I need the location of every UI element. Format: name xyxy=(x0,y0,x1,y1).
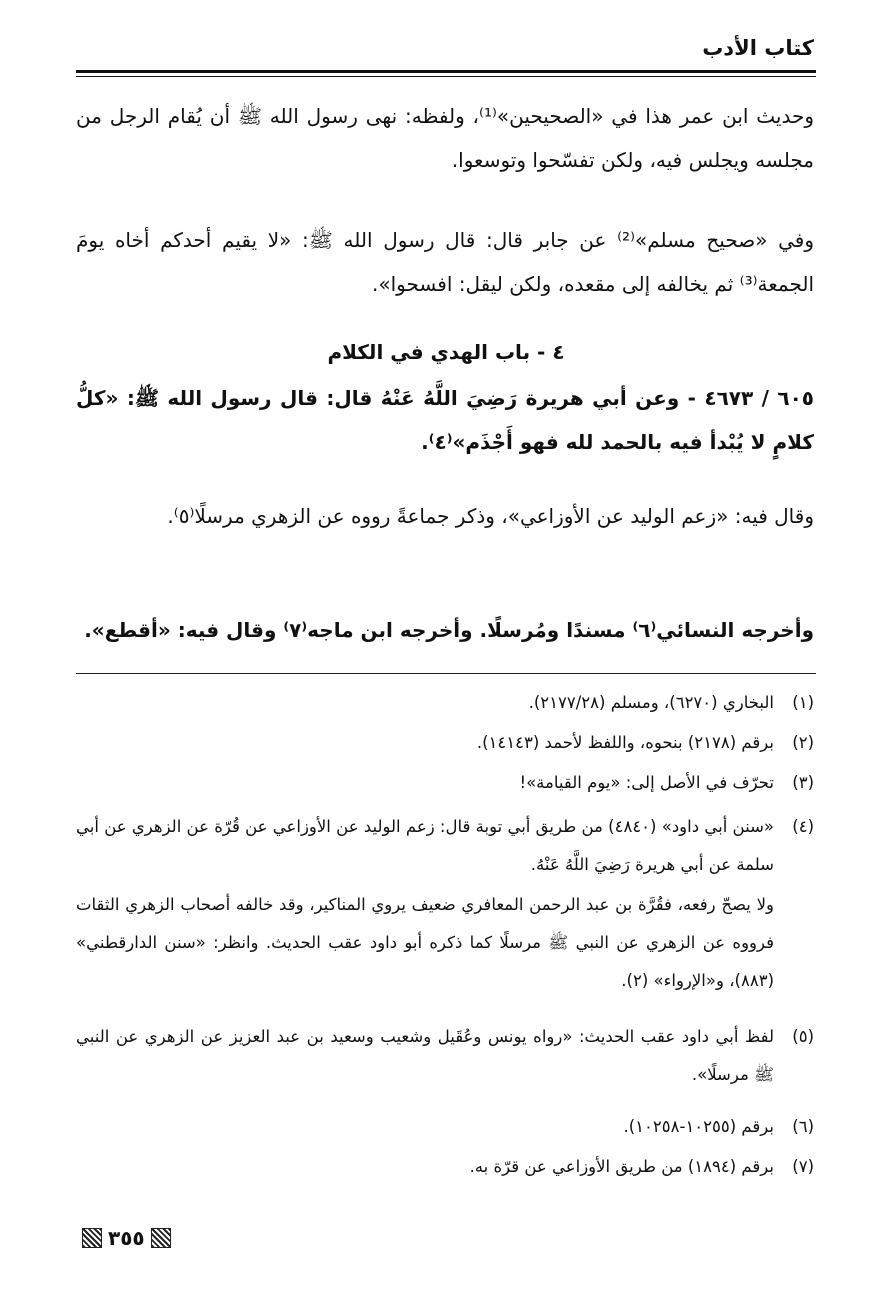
ornament-icon xyxy=(151,1228,171,1248)
footnote-5 xyxy=(76,1018,814,1094)
footnote-6 xyxy=(76,1108,814,1146)
footnote-4 xyxy=(76,808,814,884)
footnote-text: «سنن أبي داود» (٤٨٤٠) من طريق أبي توبة قال: زعم الوليد عن الأوزاعي عن قُرّة عن الزهري عن أبي سلمة عن أبي هريرة رَضِيَ اللَّهُ عَنْهُ. xyxy=(76,817,774,874)
footnote-text: لفظ أبي داود عقب الحديث: «رواه يونس وعُقَيل وشعيب وسعيد بن عبد العزيز عن الزهري عن النبي ﷺ مرسلًا». xyxy=(76,1027,774,1084)
footnote-text: برقم (٢١٧٨) بنحوه، واللفظ لأحمد (١٤١٤٣). xyxy=(476,733,774,752)
footnote-text: البخاري (٦٢٧٠)، ومسلم (٢١٧٧/٢٨). xyxy=(528,693,774,712)
paragraph-2: وفي «صحيح مسلم»⁽²⁾ عن جابر قال: قال رسول الله ﷺ: «لا يقيم أحدكم أخاه يومَ الجمعة⁽³⁾ ثم يخالفه إلى مقعده، ولكن ليقل: افسحوا». xyxy=(76,228,814,296)
footnote-1 xyxy=(76,684,814,722)
footnote-2 xyxy=(76,724,814,762)
hadith-text: ٦٠٥ / ٤٦٧٣ - وعن أبي هريرة رَضِيَ اللَّهُ عَنْهُ قال: قال رسول الله ﷺ: «كلُّ كلامٍ لا يُبْدأ فيه بالحمد لله فهو أَجْذَم»⁽٤⁾. xyxy=(76,386,814,454)
footnote-number: (١) xyxy=(792,693,814,712)
paragraph-4: وأخرجه النسائي⁽٦⁾ مسندًا ومُرسلًا. وأخرجه ابن ماجه⁽٧⁾ وقال فيه: «أقطع». xyxy=(84,618,814,642)
page-number: ٣٥٥ xyxy=(108,1226,145,1250)
footnote-number: (٤) xyxy=(792,817,814,836)
footnote-4-continued xyxy=(76,886,814,1000)
ornament-icon xyxy=(82,1228,102,1248)
footnote-number: (٣) xyxy=(792,773,814,792)
footnote-rule xyxy=(76,673,816,674)
footnote-text: ولا يصحّ رفعه، فقُرَّة بن عبد الرحمن المعافري ضعيف يروي المناكير، وقد خالفه أصحاب الزهري الثقات فرووه عن الزهري عن النبي ﷺ مرسلًا كما ذكره أبو داود عقب الحديث. وانظر: «سنن الدارقطني» (٨٨٣)، و«الإرواء» (٢). xyxy=(76,895,774,990)
footnote-number: (٦) xyxy=(792,1117,814,1136)
footnote-number: (٧) xyxy=(792,1157,814,1176)
paragraph-3: وقال فيه: «زعم الوليد عن الأوزاعي»، وذكر جماعةً رووه عن الزهري مرسلًا⁽٥⁾. xyxy=(167,504,814,528)
page-number-block xyxy=(82,1226,171,1250)
footnote-text: برقم (١٨٩٤) من طريق الأوزاعي عن قرّة به. xyxy=(469,1157,774,1176)
paragraph-1: وحديث ابن عمر هذا في «الصحيحين»⁽¹⁾، ولفظه: نهى رسول الله ﷺ أن يُقام الرجل من مجلسه ويجلس فيه، ولكن تفسّحوا وتوسعوا. xyxy=(76,104,815,172)
footnote-number: (٥) xyxy=(792,1027,814,1046)
footnote-3 xyxy=(76,764,814,802)
footnote-text: برقم (١٠٢٥٥-١٠٢٥٨). xyxy=(623,1117,774,1136)
header-rule xyxy=(76,70,816,77)
footnote-text: تحرّف في الأصل إلى: «يوم القيامة»! xyxy=(519,773,774,792)
footnote-7 xyxy=(76,1148,814,1186)
running-title: كتاب الأدب xyxy=(702,36,814,60)
chapter-heading: ٤ - باب الهدي في الكلام xyxy=(327,340,565,364)
footnote-number: (٢) xyxy=(792,733,814,752)
